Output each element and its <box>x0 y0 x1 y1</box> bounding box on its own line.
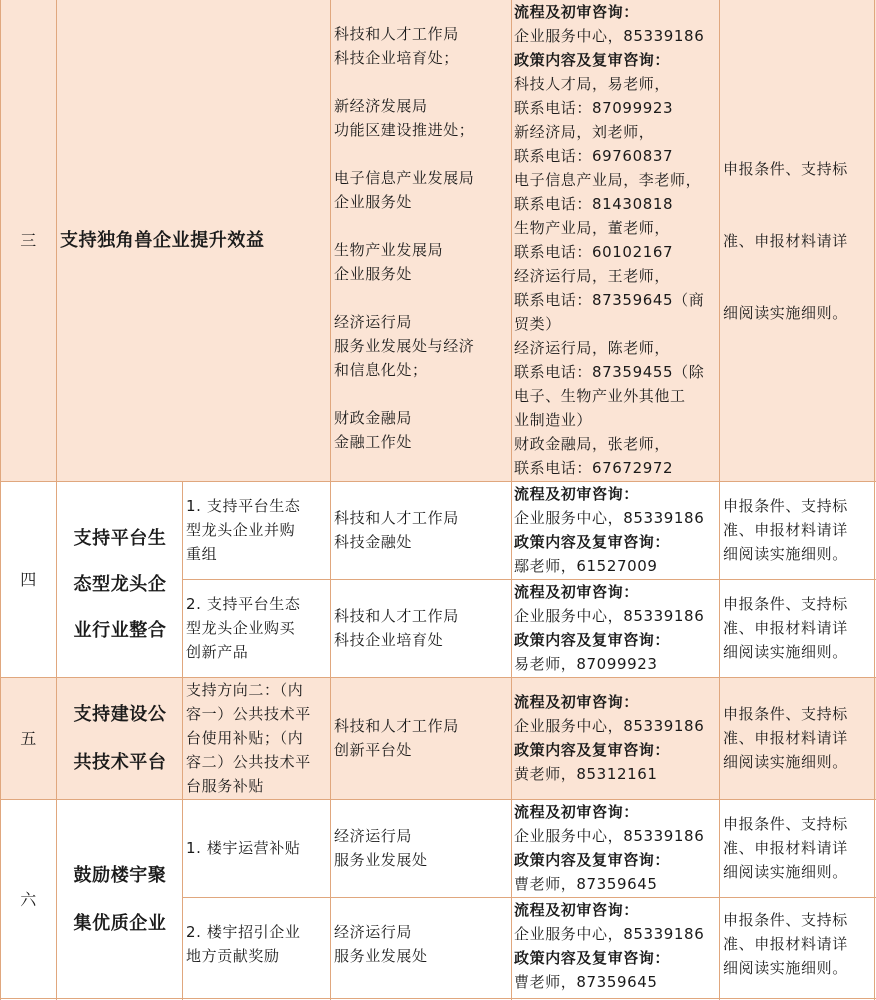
note-cell: 申报条件、支持标 准、申报材料请详 细阅读实施细则。 <box>723 160 848 322</box>
row-category: 支持建设公 共技术平台 <box>73 704 167 773</box>
contact-cell: 流程及初审咨询： 企业服务中心，85339186 政策内容及复审咨询： 科技人才局，易老师， 联系电话：87099923 新经济局，刘老师， 联系电话：69760837 电子信息产业局，李老师， 联系电话：81430818 生物产业局，董老师， 联系电话：60102167 经济运行局，王老师， 联系电话：87359645（商 贸类） 经济运行局，陈老师， 联系电话：87359455（除 电子、生物产业外其他工 业制造业） 财政金融局，张老师， 联系电话：67672972 <box>514 3 705 477</box>
table-border <box>330 0 331 1000</box>
row-number: 六 <box>20 890 37 909</box>
table-border <box>182 897 876 898</box>
contact-cell: 流程及初审咨询： 企业服务中心，85339186 政策内容及复审咨询： 曹老师，87359645 <box>514 803 705 893</box>
table-border <box>0 998 876 999</box>
row-number: 四 <box>20 570 37 589</box>
note-cell: 申报条件、支持标 准、申报材料请详 细阅读实施细则。 <box>723 497 848 563</box>
table-border <box>0 799 876 800</box>
contact-cell: 流程及初审咨询： 企业服务中心，85339186 政策内容及复审咨询： 鄢老师，61527009 <box>514 485 705 575</box>
department-cell: 科技和人才工作局 科技金融处 <box>334 509 459 551</box>
table-border <box>0 0 1 1000</box>
table-border <box>874 0 875 1000</box>
department-cell: 科技和人才工作局 科技企业培育处 <box>334 607 459 649</box>
sub-item-cell: 2. 支持平台生态 型龙头企业购买 创新产品 <box>186 595 301 661</box>
sub-item-cell: 2. 楼宇招引企业 地方贡献奖励 <box>186 923 301 965</box>
sub-item-cell: 支持方向二：（内 容一）公共技术平 台使用补贴；（内 容二）公共技术平 台服务补贴 <box>186 681 311 795</box>
table-border <box>182 482 183 1000</box>
table-border <box>0 481 876 482</box>
table-border <box>511 0 512 1000</box>
department-cell: 科技和人才工作局 创新平台处 <box>334 717 459 759</box>
contact-cell: 流程及初审咨询： 企业服务中心，85339186 政策内容及复审咨询： 易老师，87099923 <box>514 583 705 673</box>
contact-cell: 流程及初审咨询： 企业服务中心，85339186 政策内容及复审咨询： 曹老师，87359645 <box>514 901 705 991</box>
sub-item-cell: 1. 楼宇运营补贴 <box>186 839 301 857</box>
note-cell: 申报条件、支持标 准、申报材料请详 细阅读实施细则。 <box>723 705 848 771</box>
row-category: 支持独角兽企业提升效益 <box>60 230 265 251</box>
row-number: 三 <box>20 231 37 250</box>
department-cell: 科技和人才工作局 科技企业培育处； 新经济发展局 功能区建设推进处； 电子信息产业发展局 企业服务处 生物产业发展局 企业服务处 经济运行局 服务业发展处与经济 和信息化处； 财政金融局 金融工作处 <box>334 25 475 451</box>
note-cell: 申报条件、支持标 准、申报材料请详 细阅读实施细则。 <box>723 595 848 661</box>
row-number: 五 <box>20 729 37 748</box>
row-category: 支持平台生 态型龙头企 业行业整合 <box>73 528 167 641</box>
note-cell: 申报条件、支持标 准、申报材料请详 细阅读实施细则。 <box>723 911 848 977</box>
department-cell: 经济运行局 服务业发展处 <box>334 923 428 965</box>
table-border <box>56 0 57 1000</box>
department-cell: 经济运行局 服务业发展处 <box>334 827 428 869</box>
sub-item-cell: 1. 支持平台生态 型龙头企业并购 重组 <box>186 497 301 563</box>
table-border <box>0 677 876 678</box>
note-cell: 申报条件、支持标 准、申报材料请详 细阅读实施细则。 <box>723 815 848 881</box>
row-category: 鼓励楼宇聚 集优质企业 <box>73 865 167 934</box>
contact-cell: 流程及初审咨询： 企业服务中心，85339186 政策内容及复审咨询： 黄老师，85312161 <box>514 693 705 783</box>
table-border <box>719 0 720 1000</box>
table-border <box>182 579 876 580</box>
